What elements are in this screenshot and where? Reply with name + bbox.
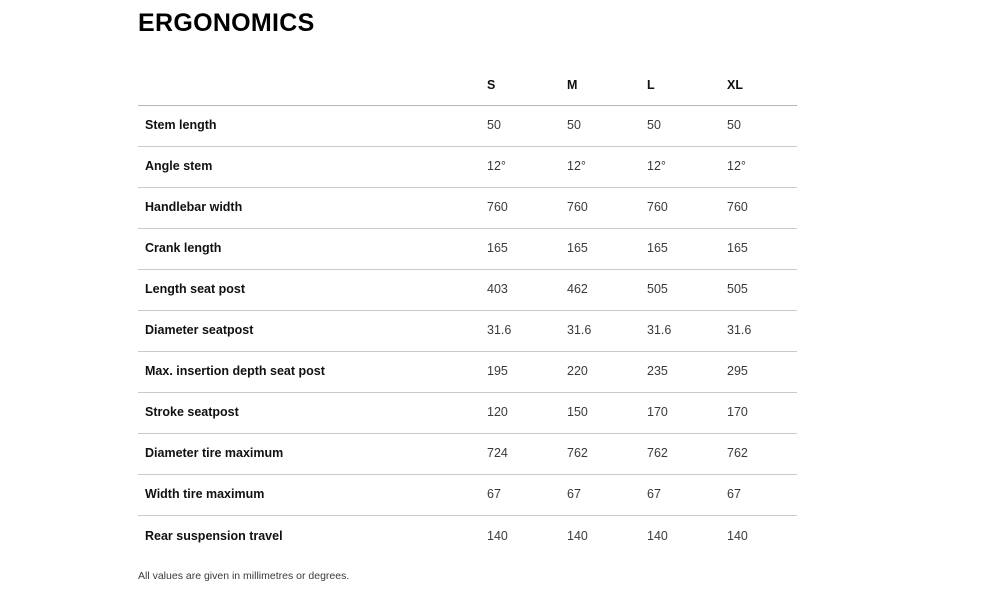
spec-value-size-xl: 505 [727, 269, 797, 310]
spec-value-size-s: 140 [487, 528, 508, 543]
ergonomics-table [138, 37, 797, 556]
spec-value-size-xl: 170 [727, 392, 797, 433]
spec-value-size-m: 50 [567, 105, 647, 146]
table-row [138, 474, 797, 515]
table-row [138, 187, 797, 228]
spec-value-size-xl: 31.6 [727, 310, 797, 351]
spec-value-size-xl: 760 [727, 187, 797, 228]
spec-value-size-s: 120 [487, 392, 567, 433]
spec-value-size-l: 12° [647, 146, 727, 187]
table-row [138, 228, 797, 269]
spec-value-size-m: 462 [567, 269, 647, 310]
spec-value-size-m: 140 [567, 528, 588, 543]
spec-value-size-l: 505 [647, 269, 727, 310]
table-row [138, 269, 797, 310]
spec-value-size-m: 220 [567, 351, 647, 392]
spec-value-size-l: 235 [647, 351, 727, 392]
spec-value-size-l: 67 [647, 474, 727, 515]
table-row [138, 392, 797, 433]
table-header-row [138, 37, 797, 105]
size-column-header-xl: XL [727, 37, 797, 105]
spec-value-size-m: 760 [567, 187, 647, 228]
page-title: ERGONOMICS [138, 9, 315, 37]
spec-value-size-m: 67 [567, 474, 647, 515]
spec-value-size-s: 50 [487, 105, 567, 146]
spec-value-size-s: 165 [487, 228, 567, 269]
size-column-header-s: S [487, 37, 567, 105]
spec-value-size-xl: 140 [727, 528, 748, 543]
table-footnote: All values are given in millimetres or degrees. [138, 570, 350, 582]
size-column-header-m: M [567, 37, 647, 105]
spec-row-label: Length seat post [138, 269, 487, 310]
spec-value-size-xl: 50 [727, 105, 797, 146]
size-column-header-l: L [647, 37, 727, 105]
spec-value-size-xl: 165 [727, 228, 797, 269]
spec-row-label: Rear suspension travel [145, 528, 283, 543]
spec-row-label: Diameter seatpost [138, 310, 487, 351]
spec-row-label: Diameter tire maximum [138, 433, 487, 474]
table-row [138, 433, 797, 474]
spec-value-size-l: 762 [647, 433, 727, 474]
spec-value-size-m: 12° [567, 146, 647, 187]
spec-row-label: Width tire maximum [138, 474, 487, 515]
spec-value-size-s: 724 [487, 433, 567, 474]
spec-value-size-m: 165 [567, 228, 647, 269]
spec-value-size-xl: 762 [727, 433, 797, 474]
spec-row-label: Stroke seatpost [138, 392, 487, 433]
spec-row-label: Crank length [138, 228, 487, 269]
spec-value-size-l: 50 [647, 105, 727, 146]
spec-value-size-l: 165 [647, 228, 727, 269]
spec-row-label: Angle stem [138, 146, 487, 187]
spec-row-label: Handlebar width [138, 187, 487, 228]
table-row [138, 515, 797, 556]
spec-row-label: Stem length [138, 105, 487, 146]
spec-value-size-l: 31.6 [647, 310, 727, 351]
spec-value-size-s: 403 [487, 269, 567, 310]
spec-value-size-m: 150 [567, 392, 647, 433]
spec-value-size-s: 760 [487, 187, 567, 228]
spec-value-size-l: 760 [647, 187, 727, 228]
table-row [138, 310, 797, 351]
spec-value-size-xl: 12° [727, 146, 797, 187]
spec-value-size-s: 67 [487, 474, 567, 515]
spec-value-size-s: 195 [487, 351, 567, 392]
spec-value-size-l: 140 [647, 528, 668, 543]
spec-value-size-xl: 67 [727, 474, 797, 515]
spec-value-size-xl: 295 [727, 351, 797, 392]
spec-value-size-m: 31.6 [567, 310, 647, 351]
table-row [138, 351, 797, 392]
table-row [138, 146, 797, 187]
ergonomics-section [138, 0, 797, 582]
spec-row-label: Max. insertion depth seat post [138, 351, 487, 392]
spec-value-size-s: 12° [487, 146, 567, 187]
spec-value-size-m: 762 [567, 433, 647, 474]
spec-column-header-blank [138, 37, 487, 105]
spec-value-size-s: 31.6 [487, 310, 567, 351]
table-row [138, 105, 797, 146]
spec-value-size-l: 170 [647, 392, 727, 433]
